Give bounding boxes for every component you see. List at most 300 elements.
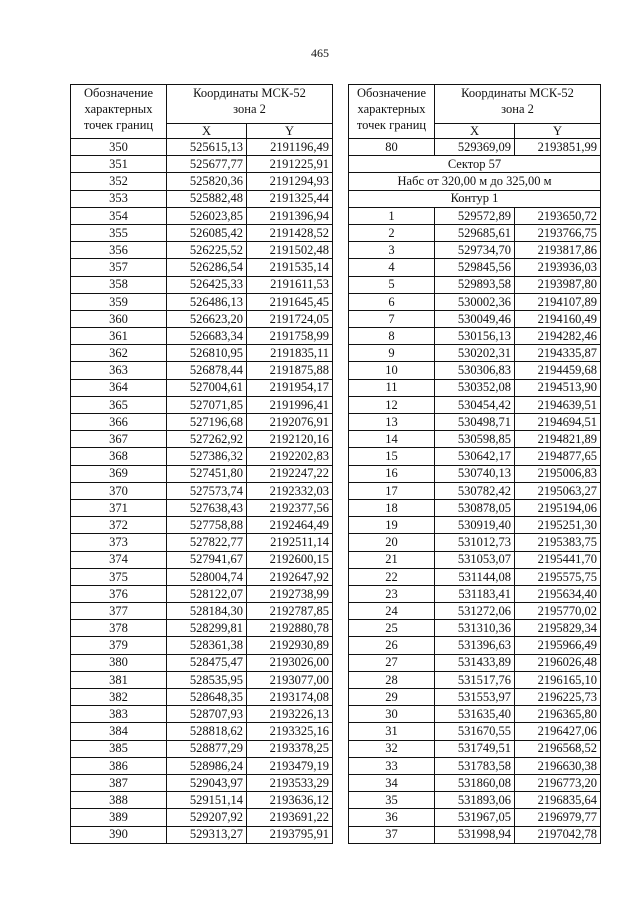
y-value: 2192247,22 [247, 465, 333, 482]
x-value: 531893,06 [435, 792, 515, 809]
point-number: 384 [71, 723, 167, 740]
y-value: 2193479,19 [247, 757, 333, 774]
table-row [71, 259, 333, 276]
x-value: 526683,34 [167, 328, 247, 345]
point-number: 26 [349, 637, 435, 654]
x-value: 529313,27 [167, 826, 247, 843]
y-value: 2193226,13 [247, 706, 333, 723]
x-value: 531749,51 [435, 740, 515, 757]
x-value: 531183,41 [435, 585, 515, 602]
x-value: 529893,58 [435, 276, 515, 293]
x-value: 528818,62 [167, 723, 247, 740]
x-value: 526286,54 [167, 259, 247, 276]
table-row [71, 431, 333, 448]
x-value: 526810,95 [167, 345, 247, 362]
y-value: 2191196,49 [247, 139, 333, 156]
point-number: 352 [71, 173, 167, 190]
x-value: 529207,92 [167, 809, 247, 826]
point-number: 353 [71, 190, 167, 207]
table-row [71, 396, 333, 413]
point-number: 20 [349, 534, 435, 551]
y-value: 2191396,94 [247, 207, 333, 224]
point-number: 22 [349, 568, 435, 585]
table-row [349, 706, 601, 723]
x-value: 527451,80 [167, 465, 247, 482]
point-number: 377 [71, 603, 167, 620]
y-column-header: Y [247, 124, 333, 139]
point-number: 7 [349, 310, 435, 327]
point-number: 18 [349, 499, 435, 516]
y-value: 2196225,73 [515, 689, 601, 706]
table-row [71, 190, 333, 207]
y-value: 2195251,30 [515, 517, 601, 534]
y-column-header: Y [515, 124, 601, 139]
x-value: 526623,20 [167, 310, 247, 327]
table-row [349, 482, 601, 499]
x-value: 530498,71 [435, 414, 515, 431]
x-value: 531517,76 [435, 671, 515, 688]
point-number: 350 [71, 139, 167, 156]
point-number: 368 [71, 448, 167, 465]
x-value: 527758,88 [167, 517, 247, 534]
table-row [349, 757, 601, 774]
y-value: 2192647,92 [247, 568, 333, 585]
point-number: 371 [71, 499, 167, 516]
y-value: 2193817,86 [515, 242, 601, 259]
point-number: 21 [349, 551, 435, 568]
x-value: 530002,36 [435, 293, 515, 310]
sector-range-row [349, 173, 601, 190]
point-number: 19 [349, 517, 435, 534]
x-value: 528004,74 [167, 568, 247, 585]
point-number: 386 [71, 757, 167, 774]
point-number: 389 [71, 809, 167, 826]
x-value: 528648,35 [167, 689, 247, 706]
point-number: 365 [71, 396, 167, 413]
contour-rows [349, 207, 601, 843]
contour-title-row [349, 190, 601, 207]
y-value: 2194107,89 [515, 293, 601, 310]
table-row [71, 620, 333, 637]
table-row [71, 740, 333, 757]
point-number: 16 [349, 465, 435, 482]
x-value: 525677,77 [167, 156, 247, 173]
y-value: 2194639,51 [515, 396, 601, 413]
x-value: 530352,08 [435, 379, 515, 396]
table-row [349, 551, 601, 568]
y-value: 2192076,91 [247, 414, 333, 431]
y-value: 2193533,29 [247, 774, 333, 791]
x-value: 531012,73 [435, 534, 515, 551]
table-row [349, 431, 601, 448]
sector-title-row [349, 156, 601, 173]
y-value: 2194513,90 [515, 379, 601, 396]
point-number: 362 [71, 345, 167, 362]
x-value: 528877,29 [167, 740, 247, 757]
point-number: 388 [71, 792, 167, 809]
y-value: 2192600,15 [247, 551, 333, 568]
table-row [349, 139, 601, 156]
point-number: 374 [71, 551, 167, 568]
y-value: 2195770,02 [515, 603, 601, 620]
point-number: 370 [71, 482, 167, 499]
table-row [71, 637, 333, 654]
table-row [349, 774, 601, 791]
y-value: 2194694,51 [515, 414, 601, 431]
y-value: 2193636,12 [247, 792, 333, 809]
x-value: 528299,81 [167, 620, 247, 637]
table-row [71, 774, 333, 791]
y-value: 2192880,78 [247, 620, 333, 637]
x-value: 525820,36 [167, 173, 247, 190]
x-value: 530202,31 [435, 345, 515, 362]
point-number: 29 [349, 689, 435, 706]
x-value: 531860,08 [435, 774, 515, 791]
y-value: 2196427,06 [515, 723, 601, 740]
x-value: 531967,05 [435, 809, 515, 826]
x-value: 530878,05 [435, 499, 515, 516]
x-value: 527071,85 [167, 396, 247, 413]
y-value: 2191758,99 [247, 328, 333, 345]
x-value: 531144,08 [435, 568, 515, 585]
point-number: 25 [349, 620, 435, 637]
table-row [349, 585, 601, 602]
point-number: 8 [349, 328, 435, 345]
y-value: 2191875,88 [247, 362, 333, 379]
y-value: 2192511,14 [247, 534, 333, 551]
table-body [71, 139, 333, 844]
table-row [71, 654, 333, 671]
point-number: 360 [71, 310, 167, 327]
point-number: 80 [349, 139, 435, 156]
y-value: 2191294,93 [247, 173, 333, 190]
y-value: 2191835,11 [247, 345, 333, 362]
x-value: 530156,13 [435, 328, 515, 345]
point-number: 13 [349, 414, 435, 431]
point-number: 35 [349, 792, 435, 809]
table-row [71, 826, 333, 843]
point-designation-header: Обозначение характерных точек границ [71, 85, 167, 139]
x-value: 530306,83 [435, 362, 515, 379]
point-number: 379 [71, 637, 167, 654]
x-value: 531310,36 [435, 620, 515, 637]
y-value: 2195966,49 [515, 637, 601, 654]
table-row [71, 551, 333, 568]
table-row [349, 534, 601, 551]
x-value: 530049,46 [435, 310, 515, 327]
point-number: 366 [71, 414, 167, 431]
y-value: 2195575,75 [515, 568, 601, 585]
x-value: 526878,44 [167, 362, 247, 379]
table-row [349, 448, 601, 465]
y-value: 2193766,75 [515, 224, 601, 241]
table-row [349, 723, 601, 740]
y-value: 2195829,34 [515, 620, 601, 637]
x-value: 529734,70 [435, 242, 515, 259]
table-row [71, 792, 333, 809]
point-number: 2 [349, 224, 435, 241]
coordinates-table-left [70, 84, 333, 844]
x-value: 528361,38 [167, 637, 247, 654]
point-number: 367 [71, 431, 167, 448]
y-value: 2192738,99 [247, 585, 333, 602]
table-row [349, 465, 601, 482]
y-value: 2194335,87 [515, 345, 601, 362]
y-value: 2193795,91 [247, 826, 333, 843]
y-value: 2192787,85 [247, 603, 333, 620]
point-number: 383 [71, 706, 167, 723]
table-row [71, 328, 333, 345]
y-value: 2191611,53 [247, 276, 333, 293]
table-row [349, 740, 601, 757]
y-value: 2196568,52 [515, 740, 601, 757]
x-value: 528184,30 [167, 603, 247, 620]
point-number: 363 [71, 362, 167, 379]
x-value: 527573,74 [167, 482, 247, 499]
point-number: 34 [349, 774, 435, 791]
table-row [349, 499, 601, 516]
table-row [349, 414, 601, 431]
y-value: 2191954,17 [247, 379, 333, 396]
table-row [71, 809, 333, 826]
table-body [349, 139, 601, 208]
x-value: 529043,97 [167, 774, 247, 791]
y-value: 2193987,80 [515, 276, 601, 293]
x-value: 531396,63 [435, 637, 515, 654]
y-value: 2191325,44 [247, 190, 333, 207]
table-row [349, 620, 601, 637]
y-value: 2196835,64 [515, 792, 601, 809]
table-row [71, 671, 333, 688]
x-value: 528535,95 [167, 671, 247, 688]
point-number: 380 [71, 654, 167, 671]
point-number: 37 [349, 826, 435, 843]
y-value: 2196026,48 [515, 654, 601, 671]
x-value: 527638,43 [167, 499, 247, 516]
x-column-header: X [167, 124, 247, 139]
point-number: 356 [71, 242, 167, 259]
table-row [349, 517, 601, 534]
table-row [71, 362, 333, 379]
table-row [349, 242, 601, 259]
y-value: 2191428,52 [247, 224, 333, 241]
table-header [71, 85, 333, 139]
table-row [349, 603, 601, 620]
point-number: 3 [349, 242, 435, 259]
point-number: 32 [349, 740, 435, 757]
point-number: 369 [71, 465, 167, 482]
x-value: 531635,40 [435, 706, 515, 723]
coordinates-header: Координаты МСК-52 зона 2 [435, 85, 601, 124]
y-value: 2191645,45 [247, 293, 333, 310]
y-value: 2193650,72 [515, 207, 601, 224]
point-number: 24 [349, 603, 435, 620]
point-number: 36 [349, 809, 435, 826]
y-value: 2191502,48 [247, 242, 333, 259]
x-value: 531272,06 [435, 603, 515, 620]
table-row [349, 328, 601, 345]
point-number: 381 [71, 671, 167, 688]
page-number: 465 [311, 46, 329, 60]
x-value: 529845,56 [435, 259, 515, 276]
table-row [349, 396, 601, 413]
y-value: 2194459,68 [515, 362, 601, 379]
x-value: 529685,61 [435, 224, 515, 241]
table-row [71, 379, 333, 396]
point-number: 354 [71, 207, 167, 224]
x-value: 530598,85 [435, 431, 515, 448]
y-value: 2196773,20 [515, 774, 601, 791]
point-number: 364 [71, 379, 167, 396]
point-number: 355 [71, 224, 167, 241]
x-value: 531553,97 [435, 689, 515, 706]
table-row [349, 259, 601, 276]
y-value: 2194160,49 [515, 310, 601, 327]
x-value: 530642,17 [435, 448, 515, 465]
table-row [71, 465, 333, 482]
y-value: 2191996,41 [247, 396, 333, 413]
point-number: 1 [349, 207, 435, 224]
table-row [71, 156, 333, 173]
x-value: 531053,07 [435, 551, 515, 568]
y-value: 2193378,25 [247, 740, 333, 757]
table-row [349, 792, 601, 809]
x-value: 526023,85 [167, 207, 247, 224]
table-row [71, 345, 333, 362]
y-value: 2193077,00 [247, 671, 333, 688]
x-value: 530740,13 [435, 465, 515, 482]
y-value: 2197042,78 [515, 826, 601, 843]
table-row [71, 310, 333, 327]
y-value: 2192464,49 [247, 517, 333, 534]
y-value: 2192120,16 [247, 431, 333, 448]
table-row [349, 276, 601, 293]
y-value: 2193325,16 [247, 723, 333, 740]
y-value: 2193174,08 [247, 689, 333, 706]
point-number: 385 [71, 740, 167, 757]
x-value: 529572,89 [435, 207, 515, 224]
x-value: 527004,61 [167, 379, 247, 396]
table-row [71, 689, 333, 706]
point-number: 361 [71, 328, 167, 345]
table-row [349, 207, 601, 224]
point-number: 351 [71, 156, 167, 173]
x-value: 527822,77 [167, 534, 247, 551]
point-number: 15 [349, 448, 435, 465]
point-number: 382 [71, 689, 167, 706]
table-row [71, 276, 333, 293]
point-number: 23 [349, 585, 435, 602]
x-value: 527941,67 [167, 551, 247, 568]
table-row [71, 414, 333, 431]
table-row [71, 482, 333, 499]
point-number: 359 [71, 293, 167, 310]
x-value: 526425,33 [167, 276, 247, 293]
x-value: 531433,89 [435, 654, 515, 671]
point-number: 390 [71, 826, 167, 843]
point-number: 375 [71, 568, 167, 585]
table-row [349, 293, 601, 310]
table-row [71, 568, 333, 585]
table-row [349, 224, 601, 241]
table-row [349, 568, 601, 585]
table-row [71, 723, 333, 740]
point-number: 31 [349, 723, 435, 740]
point-number: 14 [349, 431, 435, 448]
table-row [71, 499, 333, 516]
point-number: 387 [71, 774, 167, 791]
point-number: 378 [71, 620, 167, 637]
table-row [71, 224, 333, 241]
table-row [71, 293, 333, 310]
x-value: 528986,24 [167, 757, 247, 774]
y-value: 2191535,14 [247, 259, 333, 276]
x-value: 526486,13 [167, 293, 247, 310]
table-row [349, 689, 601, 706]
y-value: 2192930,89 [247, 637, 333, 654]
y-value: 2196979,77 [515, 809, 601, 826]
point-number: 357 [71, 259, 167, 276]
point-number: 372 [71, 517, 167, 534]
x-value: 529151,14 [167, 792, 247, 809]
x-value: 525615,13 [167, 139, 247, 156]
point-number: 358 [71, 276, 167, 293]
point-number: 28 [349, 671, 435, 688]
point-number: 33 [349, 757, 435, 774]
y-value: 2191225,91 [247, 156, 333, 173]
y-value: 2195634,40 [515, 585, 601, 602]
sector-title: Сектор 57 [349, 156, 601, 173]
point-number: 30 [349, 706, 435, 723]
y-value: 2192377,56 [247, 499, 333, 516]
contour-title: Контур 1 [349, 190, 601, 207]
table-row [349, 826, 601, 843]
x-value: 529369,09 [435, 139, 515, 156]
y-value: 2194282,46 [515, 328, 601, 345]
sector-range: Набс от 320,00 м до 325,00 м [349, 173, 601, 190]
table-row [349, 637, 601, 654]
point-number: 11 [349, 379, 435, 396]
table-row [71, 534, 333, 551]
x-value: 530782,42 [435, 482, 515, 499]
table-row [71, 757, 333, 774]
table-row [71, 517, 333, 534]
x-value: 526225,52 [167, 242, 247, 259]
x-value: 527262,92 [167, 431, 247, 448]
y-value: 2193851,99 [515, 139, 601, 156]
table-row [71, 603, 333, 620]
y-value: 2192332,03 [247, 482, 333, 499]
point-number: 373 [71, 534, 167, 551]
y-value: 2194821,89 [515, 431, 601, 448]
point-number: 27 [349, 654, 435, 671]
point-number: 376 [71, 585, 167, 602]
table-row [349, 809, 601, 826]
x-column-header: X [435, 124, 515, 139]
y-value: 2192202,83 [247, 448, 333, 465]
y-value: 2196165,10 [515, 671, 601, 688]
x-value: 526085,42 [167, 224, 247, 241]
point-number: 12 [349, 396, 435, 413]
x-value: 531783,58 [435, 757, 515, 774]
table-row [71, 585, 333, 602]
table-row [71, 242, 333, 259]
y-value: 2196365,80 [515, 706, 601, 723]
x-value: 528707,93 [167, 706, 247, 723]
x-value: 527386,32 [167, 448, 247, 465]
x-value: 527196,68 [167, 414, 247, 431]
table-row [349, 671, 601, 688]
